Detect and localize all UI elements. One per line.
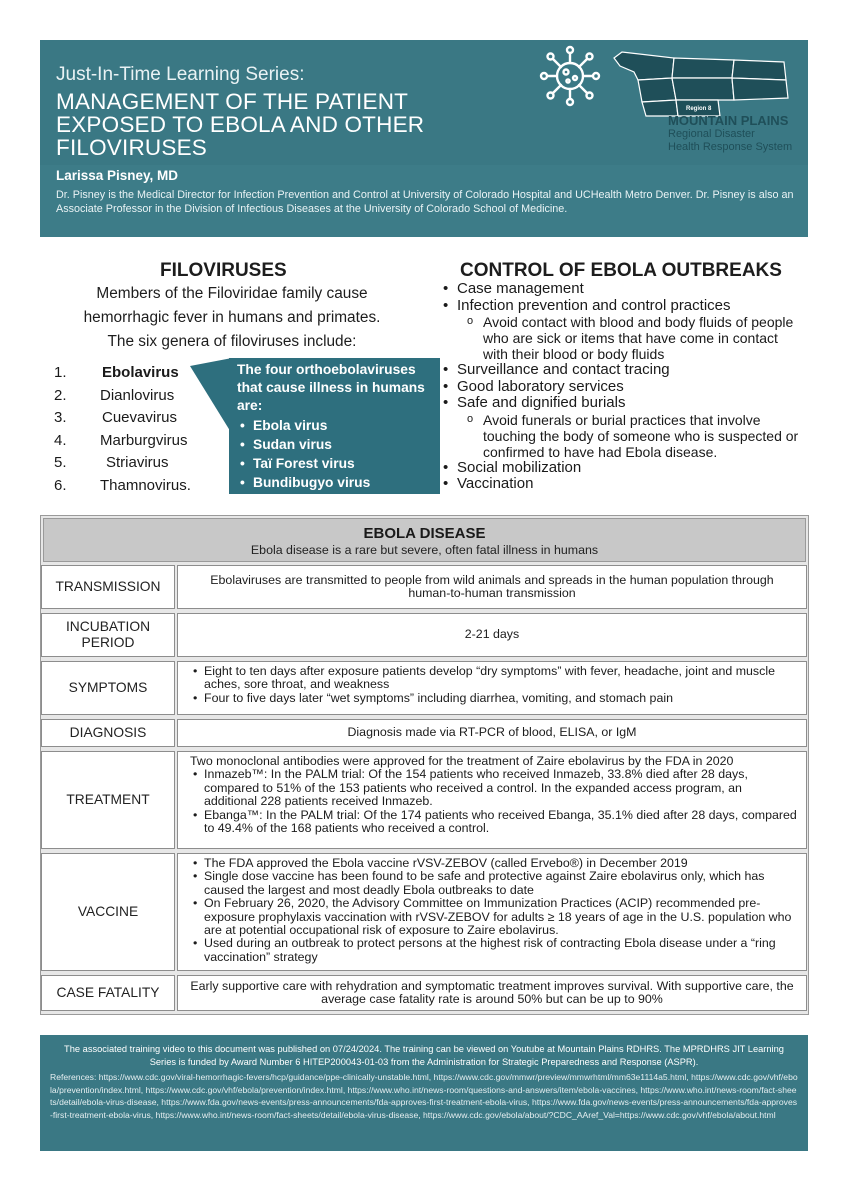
page-title [56,90,556,159]
row-content-transmission: Ebolaviruses are transmitted to people from wild animals and spreads in the human population through human-to-human transmission [177,565,807,609]
genus-number: 6. [54,476,67,494]
list-item [54,432,224,455]
logo-subtitle: Regional Disaster [668,128,755,140]
row-content-case-fatality: Early supportive care with rehydration and symptomatic treatment improves survival. With supportive care, the average case fatality rate is around 50% but can be up to 90% [177,975,807,1011]
logo-subtitle: Health Response System [668,141,793,153]
header-banner [40,40,808,237]
row-content-symptoms [177,661,807,715]
row-content-diagnosis: Diagnosis made via RT-PCR of blood, ELISA, or IgM [177,719,807,747]
callout-pointer [190,358,232,434]
filoviruses-intro [52,282,412,354]
genus-number: 4. [54,431,67,449]
table-subtitle: Ebola disease is a rare but severe, often fatal illness in humans [250,543,599,557]
row-label-case-fatality: CASE FATALITY [41,975,175,1011]
list-item: • Eight to ten days after exposure patients develop “dry symptoms” with fever, headache, joint and muscle aches, sore throat, and weakness [190,665,798,692]
genus-name: Ebolavirus [102,364,179,381]
filoviruses-heading: FILOVIRUSES [160,260,287,281]
list-item: • Case management [443,281,823,298]
list-item: • Ebola virus [237,416,437,435]
row-label-transmission: TRANSMISSION [41,565,175,609]
list-item: • Inmazeb™: In the PALM trial: Of the 154 patients who received Inmazeb, 33.8% died after 28 days, compared to 51% of the 153 patients who received a control. In the expanded access program, an additional 228 patients received Inmazeb. [190,768,798,808]
list-item: • Used during an outbreak to protect persons at the highest risk of contracting Ebola disease under a “ring vaccination” strategy [190,937,798,964]
control-heading: CONTROL OF EBOLA OUTBREAKS [460,260,782,281]
orthoebolavirus-callout [229,358,440,494]
title-line: FILOVIRUSES [56,135,207,160]
title-line: MANAGEMENT OF THE PATIENT [56,89,409,114]
row-label-vaccine: VACCINE [41,853,175,971]
list-item: • Good laboratory services [443,379,823,396]
row-content-incubation: 2-21 days [177,613,807,657]
ebola-disease-table [40,515,809,1015]
logo-name: MOUNTAIN PLAINS [668,113,789,128]
list-item [54,477,224,500]
table-header [43,518,806,562]
sub-list-item: o Avoid contact with blood and body fluids of people who are sick or items that have come in contact with their blood or body fluids [443,314,803,362]
row-content-treatment [177,751,807,849]
list-item: • On February 26, 2020, the Advisory Committee on Immunization Practices (ACIP) recommended pre-exposure prophylaxis vaccination with rVSV-ZEBOV for adults ≥ 18 years of age in the U.S. population who are at potential occupational risk of exposure to Zaire ebolavirus. [190,897,798,937]
callout-list [237,416,437,492]
callout-heading: The four orthoebolaviruses that cause illness in humans are: [237,362,425,413]
virus-icon [538,44,602,108]
list-item: • Ebanga™: In the PALM trial: Of the 174 patients who received Ebanga, 35.1% died after 28 days, compared to 49.4% of the 168 patients who received a control. [190,809,798,836]
list-item: • Sudan virus [237,435,437,454]
footer-funding-note: The associated training video to this document was published on 07/24/2024. The training can be viewed on Youtube at Mountain Plains RDHRS. The MPRDHRS JIT Learning Series is funded by Award Number 6 HITEP200043-01-03 from the Administration for Strategic Preparedness and Response (ASPR). [64,1044,784,1067]
list-item: • Bundibugyo virus [237,473,437,492]
footer-references: References: https://www.cdc.gov/viral-hemorrhagic-fevers/hcp/guidance/ppe-clinically-unstable.html, https://www.cdc.gov/mmwr/preview/mmwrhtml/mm63e1114a5.html, https://www.cdc.gov/vhf/ebola/prevention/index.html, https://www.cdc.gov/vhf/ebola/prevention/index.html, https://www.who.int/news-room/questions-and-answers/item/ebola-vaccines, https://www.who.int/news-room/fact-sheets/detail/ebola-virus-disease, https://www.fda.gov/news-events/press-announcements/fda-approves-first-treatment-ebola-virus, https://www.fda.gov/news-events/press-announcements/fda-approves-first-treatment-ebola-virus, https://www.who.int/news-room/fact-sheets/detail/ebola-virus-disease, https://www.cdc.gov/ebola/about/?CDC_AAref_Val=https://www.cdc.gov/vhf/ebola/about.html [50,1072,798,1120]
list-item: • Taï Forest virus [237,454,437,473]
author-bio: Dr. Pisney is the Medical Director for Infection Prevention and Control at University of Colorado Hospital and UCHealth Metro Denver. Dr. Pisney is also an Associate Professor in the Division of Infectious Diseases at the University of Colorado School of Medicine. [56,189,794,215]
genus-name: Dianlovirus [100,386,175,404]
list-item: • Single dose vaccine has been found to be safe and protective against Zaire ebolavirus only, which has caused the largest and most deadly Ebola outbreaks to date [190,870,798,897]
series-label: Just-In-Time Learning Series: [56,64,305,85]
genus-number: 5. [54,454,67,471]
row-label-treatment: TREATMENT [41,751,175,849]
sub-list-item: o Avoid funerals or burial practices that involve touching the body of someone who is suspected or confirmed to have had Ebola disease. [443,412,803,460]
list-item: • Vaccination [443,476,823,493]
intro-line: Members of the Filoviridae family cause [96,285,368,302]
list-item: • Surveillance and contact tracing [443,362,823,379]
genus-number: 3. [54,409,67,426]
intro-line: The six genera of filoviruses include: [107,333,357,350]
treatment-intro: Two monoclonal antibodies were approved for the treatment of Zaire ebolavirus by the FDA in 2020 [190,754,734,768]
title-line: EXPOSED TO EBOLA AND OTHER [56,112,425,137]
row-content-vaccine [177,853,807,971]
table-title: EBOLA DISEASE [363,525,486,542]
list-item [54,454,224,477]
logo-region-label: Region 8 [686,106,712,112]
row-label-text: INCUBATION PERIOD [65,619,151,650]
genus-number: 1. [54,364,67,381]
list-item: • Safe and dignified burials [443,395,823,412]
control-list [443,281,823,493]
row-label-symptoms: SYMPTOMS [41,661,175,715]
row-label-incubation [41,613,175,657]
genus-name: Cuevavirus [102,409,178,426]
logo-text [668,106,808,154]
genus-name: Marburgvirus [100,431,188,449]
list-item: • Infection prevention and control practices [443,298,823,315]
footer-banner [40,1035,808,1151]
author-name: Larissa Pisney, MD [56,168,179,183]
list-item: • Social mobilization [443,460,823,477]
list-item: • The FDA approved the Ebola vaccine rVSV-ZEBOV (called Ervebo®) in December 2019 [190,857,798,870]
genus-name: Thamnovirus. [100,476,191,494]
row-label-diagnosis: DIAGNOSIS [41,719,175,747]
genus-number: 2. [54,386,67,404]
intro-line: hemorrhagic fever in humans and primates. [83,309,381,326]
genus-name: Striavirus [106,454,169,471]
list-item: • Four to five days later “wet symptoms” including diarrhea, vomiting, and stomach pain [190,692,798,705]
